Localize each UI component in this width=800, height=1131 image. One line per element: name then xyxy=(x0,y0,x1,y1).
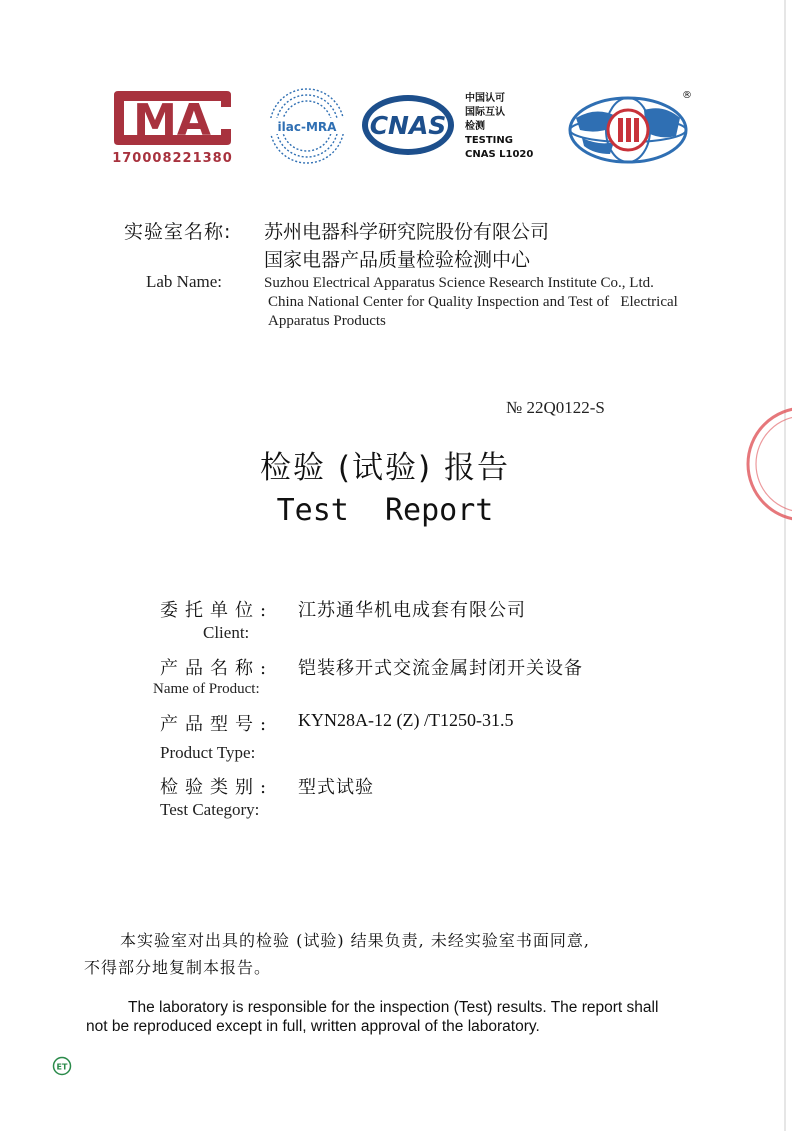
cnas-caption-line: 中国认可 xyxy=(465,93,505,104)
cnas-caption xyxy=(465,92,533,162)
ilac-mra-logo xyxy=(264,86,350,166)
test-category-label-cn: 检验类别: xyxy=(160,777,274,798)
product-type-value: KYN28A-12 (Z) /T1250-31.5 xyxy=(298,710,514,730)
cnas-logo xyxy=(360,93,456,157)
client-label-cn: 委托单位: xyxy=(160,600,274,621)
disclaimer-en-line2: not be reproduced except in full, written approval of the laboratory. xyxy=(86,1018,540,1035)
product-type-label-en: Product Type: xyxy=(160,743,256,762)
test-category-label-en: Test Category: xyxy=(160,800,260,819)
registered-mark: ® xyxy=(682,90,692,101)
product-name-value: 铠装移开式交流金属封闭开关设备 xyxy=(298,658,583,679)
cma-emblem-icon xyxy=(110,85,235,151)
cnas-caption-line: 国际互认 xyxy=(465,107,505,118)
product-name-label-en: Name of Product: xyxy=(153,681,260,697)
disclaimer-en-line1: The laboratory is responsible for the inspection (Test) results. The report shall xyxy=(128,999,659,1016)
test-category-value: 型式试验 xyxy=(298,777,374,798)
cnas-emblem-icon xyxy=(360,93,456,157)
et-mark xyxy=(52,1056,72,1076)
lab-name-cn-line1: 苏州电器科学研究院股份有限公司 xyxy=(264,221,550,243)
lab-name-label-cn: 实验室名称: xyxy=(124,221,232,243)
cqc-logo xyxy=(566,88,696,166)
disclaimer-cn-line2: 不得部分地复制本报告。 xyxy=(84,958,272,977)
lab-name-label-en: Lab Name: xyxy=(146,272,222,291)
product-name-label-cn: 产品名称: xyxy=(160,658,274,679)
cnas-caption-line: CNAS L1020 xyxy=(465,149,534,160)
et-mark-text: ET xyxy=(56,1062,68,1072)
page-edge xyxy=(784,0,786,1131)
lab-name-en-line1: Suzhou Electrical Apparatus Science Research Institute Co., Ltd. xyxy=(264,275,654,291)
et-circle-icon xyxy=(52,1056,72,1076)
ilac-logo-text: ilac-MRA xyxy=(277,120,337,134)
cnas-caption-line: TESTING xyxy=(465,135,513,146)
report-title-cn: 检验 (试验) 报告 xyxy=(260,450,510,486)
lab-name-cn-line2: 国家电器产品质量检验检测中心 xyxy=(264,249,531,271)
disclaimer-cn-line1: 本实验室对出具的检验 (试验) 结果负责, 未经实验室书面同意, xyxy=(120,931,590,950)
cqc-globe-icon xyxy=(566,88,696,166)
lab-name-en-line2: China National Center for Quality Inspection and Test of Electrical xyxy=(268,294,678,310)
client-value: 江苏通华机电成套有限公司 xyxy=(298,600,526,621)
product-type-label-cn: 产品型号: xyxy=(160,714,274,735)
cma-logo-text: MA xyxy=(133,95,211,146)
cnas-caption-line: 检测 xyxy=(465,121,485,132)
ilac-globe-icon xyxy=(264,86,350,166)
lab-name-en-line3: Apparatus Products xyxy=(268,313,386,329)
report-title-en: Test Report xyxy=(276,493,494,528)
client-label-en: Client: xyxy=(203,623,250,642)
cma-number: 170008221380 xyxy=(112,151,233,166)
report-number: № 22Q0122-S xyxy=(506,398,605,417)
cma-logo xyxy=(110,85,235,170)
cnas-logo-text: CNAS xyxy=(369,111,447,140)
